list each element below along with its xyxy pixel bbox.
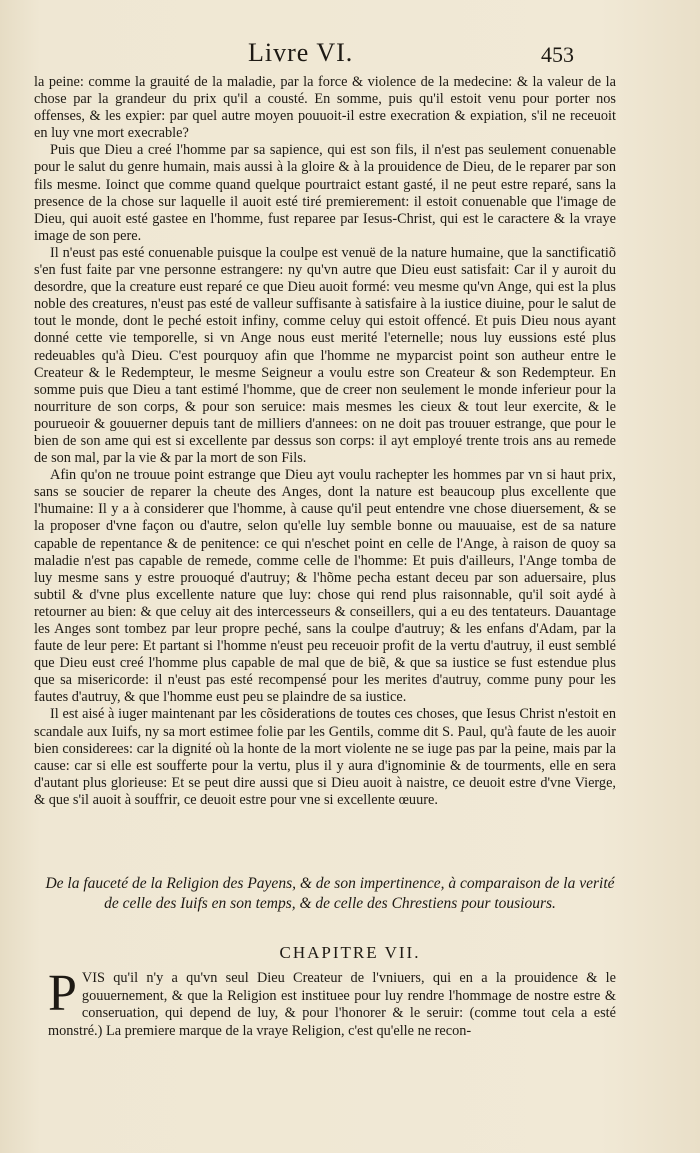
paragraph-5: Il est aisé à iuger maintenant par les cõsiderations de toutes ces choses, que Iesus Christ n'estoit en scandale aux Iuifs, ny sa mort estimee folie par les Gentils, comme dit S. Paul, qu'à faute de les auoir bien considerees: car la dignité où la honte de la mort violente ne se iuge pas par la peine, mais par la cause: car si elle est soufferte pour la vertu, plus il y aura d'ignominie & de tourments, elle en sera d'autant plus glorieuse: Et se peut dire aussi que si Dieu auoit à naistre, ce deuoit estre d'vne Vierge, & que s'il auoit à souffrir, ce deuoit estre pour vne si excellente œuure. xyxy=(34,706,616,808)
paragraph-4: Afin qu'on ne trouue point estrange que Dieu ayt voulu rachepter les hommes par vn si haut prix, sans se soucier de reparer la cheute des Anges, dont la nature est beaucoup plus excellente que l'humaine: Il y a à considerer que l'homme, à cause qu'il peut entendre vne chose diuersement, & se la proposer d'vne façon ou d'autre, selon qu'elle luy semble bonne ou mauuaise, est de sa nature capable de repentance & de penitence: ce qui n'eschet point en celle de l'Ange, à raison de quoy sa maladie n'est pas capable de remede, comme celle de l'homme: Et puis d'ailleurs, l'Ange tomba de luy mesme sans y estre prouoqué d'autruy; & l'hõme pecha estant deceu par son aduersaire, plus subtil & d'vne plus excellente nature que luy: chose qui rend plus raisonnable, qu'il soit aydé à retourner au bien: & que celuy ait des intercesseurs & conseillers, qui a eu des tentateurs. Dauantage les Anges sont tombez par leur propre peché, sans la coulpe d'autruy; & les enfans d'Adam, par la faute de leur pere: Et partant si l'homme n'eust peu receuoir profit de la vertu d'autruy, il eust semblé que Dieu eust creé l'homme plus capable de mal que de biẽ, & que sa iustice se fust estendue plus que sa misericorde: il n'eust pas esté recompensé pour les merites d'autruy, comme puny pour les fautes d'autruy, & que l'homme eust peu se plaindre de sa iustice. xyxy=(34,467,616,706)
chapter-opening-text: VIS qu'il n'y a qu'vn seul Dieu Createur de l'vniuers, qui en a la prouidence & le gouuernement, & que la Religion est instituee pour luy rendre l'hommage de nostre estre & conseruation, qui depend de luy, & pour l'honorer & le seruir: (comme tout cela a esté monstré.) La premiere marque de la vraye Religion, c'est qu'elle ne recon- xyxy=(48,970,616,1039)
chapter-opening xyxy=(48,965,616,1040)
paragraph-3: Il n'eust pas esté conuenable puisque la coulpe est venuë de la nature humaine, que la sanctificatiõ s'en fust faite par vne personne estrangere: ny qu'vn autre que Dieu eust satisfait: Car il y auroit du desordre, que la creature eust reparé ce que Dieu auoit formé: veu mesme qu'vn Ange, qui est la plus noble des creatures, n'eust pas esté de valleur suffisante à satisfaire à la iustice diuine, pour le salut de tout le monde, dont le peché estoit infiny, comme celuy qui estoit offencé. Et puis Dieu nous ayant donné cette vie temporelle, si vn Ange nous eust merité l'eternelle; nous luy eussions esté plus redeuables qu'à Dieu. C'est pourquoy afin que l'homme ne myparcist point son autheur entre le Createur & le Redempteur, le mesme Seigneur a voulu estre son Createur & son Redempteur. En somme puis que Dieu a tant estimé l'homme, que de creer non seulement le monde inferieur pour la nourriture de son corps, & pour son seruice: mais mesmes les cieux & tout leur exercite, & le pourueoir & gouuerner depuis tant de milliers d'annees: on ne doit pas trouuer estrange, que pour le bien de son ame qui est si excellente par dessus son corps: il ayt employé trente trois ans au remede de son mal, par la vie & par la mort de son Fils. xyxy=(34,244,616,467)
body-text xyxy=(34,74,616,809)
drop-cap: P xyxy=(48,965,77,1022)
paragraph-2: Puis que Dieu a creé l'homme par sa sapience, qui est son fils, il n'est pas seulement conuenable pour le salut du genre humain, mais aussi à la gloire & à la prouidence de Dieu, de le reparer par son fils mesme. Ioinct que comme quand quelque pourtraict estant gasté, il ne peut estre reparé, sans la presence de la chose sur laquelle il auoit esté tiré premierement: il estoit conuenable que l'image de Dieu, qui auoit esté gastee en l'homme, fust reparee par Iesus-Christ, qui est le caractere & la vraye image de son pere. xyxy=(34,142,616,244)
page-header xyxy=(0,38,700,78)
page-number: 453 xyxy=(541,42,574,67)
section-heading: De la fauceté de la Religion des Payens, & de son impertinence, à comparaison de la verité de celle des Iuifs en son temps, & de celle des Chrestiens pour tousiours. xyxy=(45,875,615,912)
paragraph-1: la peine: comme la grauité de la maladie, par la force & violence de la medecine: & la valeur de la chose par la grandeur du prix qu'il a cousté. En somme, puis qu'il estoit venu pour porter nos offenses, & les expier: par quel autre moyen pouuoit-il estre execration & expiation, s'il ne receuoit en luy vne mort execrable? xyxy=(34,74,616,142)
chapter-title: CHAPITRE VII. xyxy=(279,943,421,962)
running-title: Livre VI. xyxy=(248,38,354,67)
